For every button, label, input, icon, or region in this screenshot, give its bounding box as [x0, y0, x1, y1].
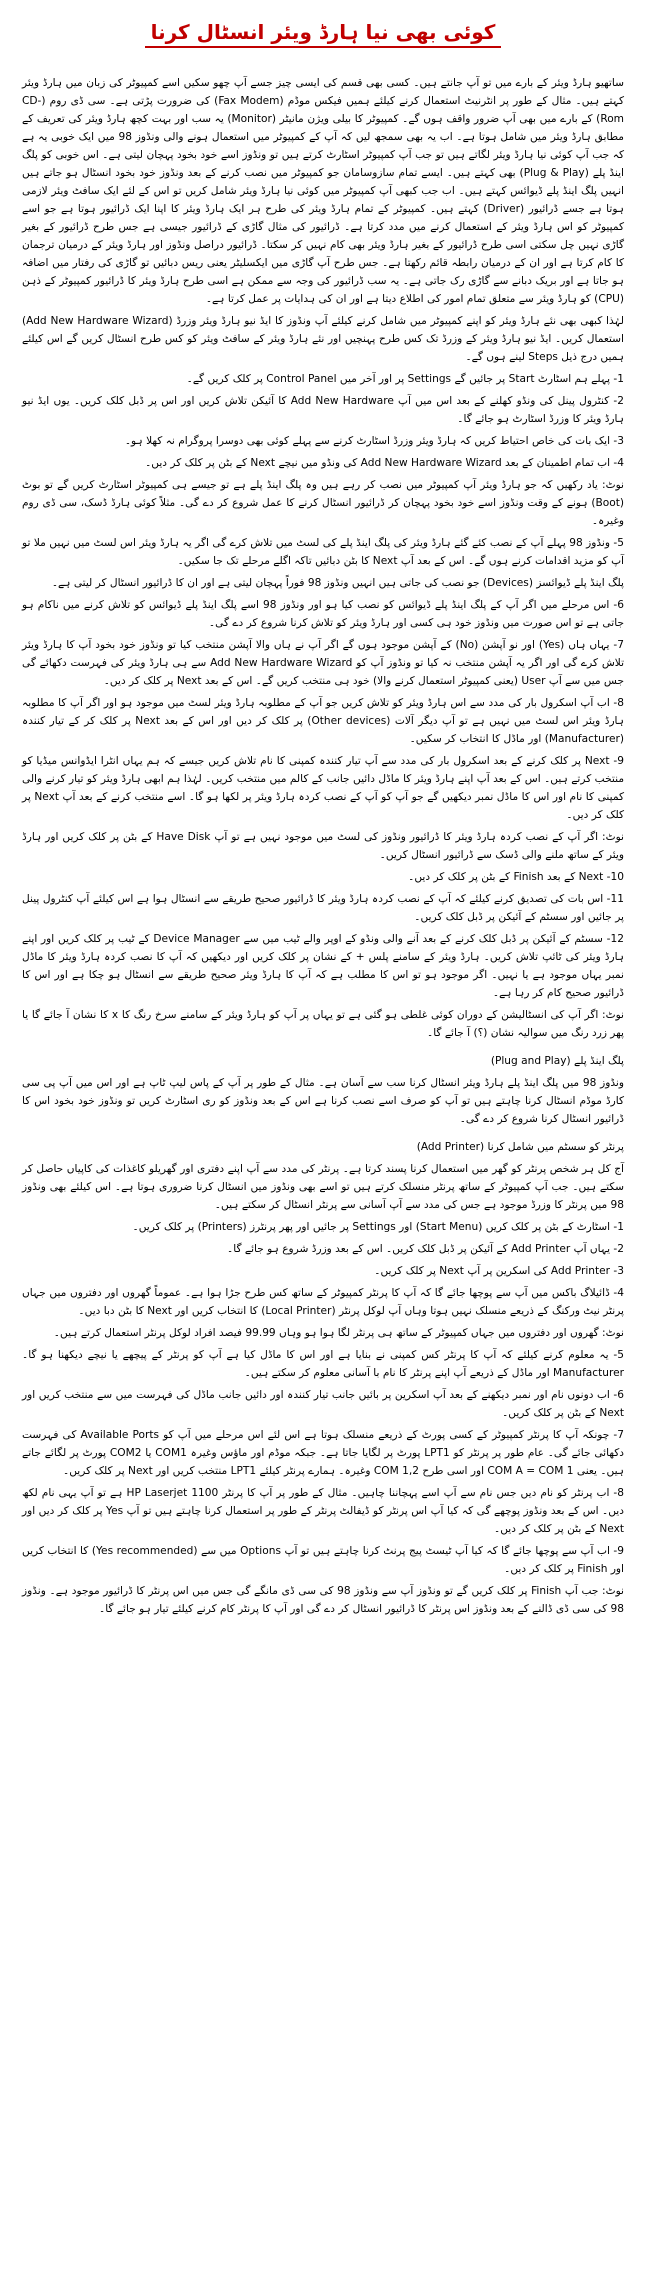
printer-step-2: 2- یہاں آپ Add Printer کے آئیکن پر ڈبل کلک کریں۔ اس کے بعد وزرڈ شروع ہو جائے گا۔ — [227, 1243, 624, 1255]
article-body — [22, 74, 624, 1618]
step-3: 3- ایک بات کی خاص احتیاط کریں کہ ہارڈ ویئر وزرڈ اسٹارٹ کرنے سے پہلے کوئی بھی دوسرا پروگرام نہ کھلا ہو۔ — [124, 435, 624, 447]
article-title: کوئی بھی نیا ہارڈ ویئر انسٹال کرنا — [145, 20, 502, 48]
step-9: 9- Next پر کلک کرنے کے بعد اسکرول بار کی مدد سے آپ تیار کنندہ کمپنی کا نام تلاش کریں جیسے کہ ہم یہاں انٹرا ایڈوانس میڈیا کو منتخب کرتے ہیں۔ اس کے بعد آپ اپنے ہارڈ ویئر کا ماڈل دائیں جانب کے کالم میں منتخب کریں۔ لہٰذا ہم ابھی ہارڈ ویئر کو تیار کرنے والی کمپنی کا نام اور اس کا ماڈل نمبر دیکھیں گے جو آپ کو آپ کے نصب کردہ ہارڈ ویئر پر لکھا ہو گا۔ اسے منتخب کرنے کے بعد آپ Next پر کلک کر دیں۔ — [22, 755, 624, 821]
printer-step-1: 1- اسٹارٹ کے بٹن پر کلک کریں (Start Menu) اور Settings پر جائیں اور پھر پرنٹرز (Printers) پر کلک کریں۔ — [132, 1221, 624, 1233]
intro-paragraph: ساتھیو ہارڈ ویئر کے بارے میں تو آپ جانتے ہیں۔ کسی بھی قسم کی ایسی چیز جسے آپ چھو سکیں اسے کمپیوٹر کی زبان میں ہارڈ ویئر کہتے ہیں۔ مثال کے طور پر انٹرنیٹ استعمال کرنے کیلئے ہمیں فیکس موڈم (Fax Modem) کی ضرورت پڑتی ہے۔ سی ڈی روم (CD-Rom) کے بارے میں بھی آپ ضرور واقف ہوں گے۔ کمپیوٹر کا بیلی ویژن مانیٹر (Monitor) یہ سب اور بہت کچھ ہارڈ ویئر کی تعریف کے مطابق ہارڈ ویئر میں شامل ہوتا ہے۔ اب یہ بھی سمجھ لیں کہ آپ کے کمپیوٹر میں استعمال ہونے والی ونڈوز 98 میں ایک خوبی یہ ہے کہ جب آپ کوئی نیا ہارڈ ویئر لگاتے ہیں تو جب آپ کمپیوٹر اسٹارٹ کرتے ہیں تو ونڈوز اسے خود بخود پہچان لیتی ہے۔ اس خوبی کو پلگ اینڈ پلے (Plug & Play) بھی کہتے ہیں۔ ایسے تمام سازوسامان جو کمپیوٹر میں نصب کرنے کے بعد ونڈوز خود بخود انسٹال ہو جاتے ہیں انہیں پلگ اینڈ پلے ڈیوائس کہتے ہیں۔ اب جب کبھی آپ کمپیوٹر میں کوئی نیا ہارڈ ویئر شامل کریں تو اس کے لئے ایک سافٹ ویئر لازمی ہوتا ہے جسے ڈرائیور (Driver) کہتے ہیں۔ کمپیوٹر کے تمام ہارڈ ویئر کی طرح ہر ایک ہارڈ ویئر کا اپنا ایک ڈرائیور ہوتا ہے جو اسے کمپیوٹر کو اس ہارڈ ویئر کے استعمال کرنے میں مدد کرتا ہے۔ ڈرائیور کی مثال گاڑی کے ڈرائیور جیسی ہے جس طرح ڈرائیور کے بغیر گاڑی نہیں چل سکتی اسی طرح ڈرائیور کے بغیر ہارڈ ویئر بھی کام نہیں کر سکتا۔ ڈرائیور دراصل ونڈوز اور ہارڈ ویئر کے درمیان ترجمان کا کام کرتا ہے اور ان کے درمیان رابطہ قائم رکھتا ہے۔ جس طرح آپ گاڑی میں ایکسلیٹر یعنی ریس دبائیں تو گاڑی کی رفتار میں اضافہ ہو جاتا ہے اور بریک دبانے سے گاڑی رک جاتی ہے۔ یہ سب ڈرائیور کی وجہ سے ممکن ہے اسی طرح ہارڈ ویئر کا ڈرائیور کمپیوٹر کے ذہن (CPU) کو ہارڈ ویئر سے متعلق تمام امور کی اطلاع دیتا ہے اور ان کی ہدایات پر عمل کرتا ہے۔ — [22, 77, 625, 305]
add-printer-heading: پرنٹر کو سسٹم میں شامل کرنا (Add Printer) — [416, 1141, 624, 1153]
printer-step-8: 8- اب پرنٹر کو نام دیں جس نام سے آپ اسے پہچاننا چاہیں۔ مثال کے طور پر آپ کا پرنٹر HP Laserjet 1100 ہے تو آپ یہی نام لکھ دیں۔ اس کے بعد ونڈوز پوچھے گی کہ کیا آپ اس پرنٹر کو ڈیفالٹ پرنٹر کے طور پر استعمال کرنا چاہتے ہیں تو آپ Yes پر کلک کر دیں اور Next کے بٹن پر کلک کر دیں۔ — [22, 1487, 624, 1535]
printer-step-9: 9- اب آپ سے پوچھا جائے گا کہ کیا آپ ٹیسٹ پیج پرنٹ کرنا چاہتے ہیں تو آپ Options میں سے (Yes recommended) کا انتخاب کریں اور Finish پر کلک کر دیں۔ — [22, 1545, 624, 1575]
printer-step-6: 6- اب دونوں نام اور نمبر دیکھنے کے بعد آپ اسکرین پر بائیں جانب تیار کنندہ اور دائیں جانب ماڈل کی فہرست میں سے منتخب کریں اور Next کے بٹن پر کلک کریں۔ — [22, 1389, 624, 1419]
printer-step-5: 5- یہ معلوم کرنے کیلئے کہ آپ کا پرنٹر کس کمپنی نے بنایا ہے اور اس کا ماڈل کیا ہے آپ کو پرنٹر کے پیچھے یا نیچے دیکھنا ہو گا۔ Manufacturer اور ماڈل کے ذریعے آپ اپنے پرنٹر کا نام با آسانی معلوم کر سکتے ہیں۔ — [22, 1349, 624, 1379]
printer-step-3: 3- Add Printer کی اسکرین پر آپ Next پر کلک کریں۔ — [374, 1265, 624, 1277]
note-local-printer: نوٹ: گھروں اور دفتروں میں جہاں کمپیوٹر کے ساتھ ہی پرنٹر لگا ہوا ہو وہاں 99.99 فیصد افراد لوکل پرنٹر استعمال کرتے ہیں۔ — [53, 1327, 624, 1339]
printer-step-7: 7- چونکہ آپ کا پرنٹر کمپیوٹر کے کسی پورٹ کے ذریعے منسلک ہوتا ہے اس لئے اس مرحلے میں آپ کو Available Ports کی فہرست دکھائی جائے گی۔ عام طور پر پرنٹر کو LPT1 پورٹ پر لگایا جاتا ہے۔ جبکہ موڈم اور ماؤس وغیرہ COM1 یا COM2 پورٹ پر لگائے جاتے ہیں۔ یعنی COM A = COM 1 اور اسی طرح COM 1,2 وغیرہ۔ ہمارے پرنٹر کیلئے LPT1 منتخب کریں اور Next پر کلک کریں۔ — [22, 1429, 624, 1477]
step-7: 7- یہاں ہاں (Yes) اور نو آپشن (No) کے آپشن موجود ہوں گے اگر آپ نے ہاں والا آپشن منتخب کیا تو ونڈوز خود بخود آپ کا ہارڈ ویئر تلاش کرے گی اور اگر یہ آپشن منتخب نہ کیا تو ونڈوز آپ کو Add New Hardware Wizard سے ہی ہارڈ ویئر کی فہرست دکھائے گی جس میں سے آپ User (یعنی کمپیوٹر استعمال کرنے والا) خود ہی منتخب کریں گے۔ اس کے بعد Next پر کلک کر دیں۔ — [22, 639, 625, 687]
printer-step-4: 4- ڈائیلاگ باکس میں آپ سے پوچھا جائے گا کہ آپ کا پرنٹر کمپیوٹر کے ساتھ کس طرح جڑا ہوا ہے۔ عموماً گھروں اور دفتروں میں جہاں پرنٹر نیٹ ورکنگ کے ذریعے منسلک نہیں ہوتا وہاں آپ لوکل پرنٹر (Local Printer) کا انتخاب کریں اور Next کا بٹن دبا دیں۔ — [22, 1287, 624, 1317]
wizard-intro-paragraph: لہٰذا کبھی بھی نئے ہارڈ ویئر کو اپنے کمپیوٹر میں شامل کرنے کیلئے آپ ونڈوز کا ایڈ نیو ہارڈ ویئر وزرڈ (Add New Hardware Wizard) استعمال کریں۔ ایڈ نیو ہارڈ ویئر کے وزرڈ تک کس طرح پہنچیں اور نئے ہارڈ ویئر کے سافٹ ویئر کو کس طرح انسٹال کریں گے اس کیلئے ہمیں درج ذیل Steps لینے ہوں گے۔ — [22, 315, 624, 363]
step-12: 12- سسٹم کے آئیکن پر ڈبل کلک کرنے کے بعد آنے والی ونڈو کے اوپر والے ٹیب میں سے Device Manager کے ٹیب پر کلک کریں اور اپنے ہارڈ ویئر کی ٹائپ تلاش کریں۔ ہارڈ ویئر کے سامنے پلس + کے نشان پر کلک کریں اور دیکھیں کہ آپ کا نصب کردہ ہارڈ ویئر کا ماڈل نمبر یہاں موجود ہے یا نہیں۔ اگر موجود ہو تو اس کا مطلب ہے کہ آپ کا ہارڈ ویئر صحیح طریقے سے انسٹال ہو چکا ہے اور اس کا ڈرائیور صحیح کام کر رہا ہے۔ — [22, 933, 624, 999]
note-boot: نوٹ: یاد رکھیں کہ جو ہارڈ ویئر آپ کمپیوٹر میں نصب کر رہے ہیں وہ پلگ اینڈ پلے ہے تو جیسے ہی کمپیوٹر اسٹارٹ کریں گے تو بوٹ (Boot) ہونے کے وقت ونڈوز اسے خود بخود پہچان کر ڈرائیور انسٹال کرنے کا عمل شروع کر دے گی۔ مثلاً کوئی ہارڈ ڈسک، سی ڈی روم وغیرہ۔ — [22, 479, 624, 527]
step-10: 10- Next کے بعد Finish کے بٹن پر کلک کر دیں۔ — [408, 871, 624, 883]
step-6: 6- اس مرحلے میں اگر آپ کے پلگ اینڈ پلے ڈیوائس کو نصب کیا ہو اور ونڈوز 98 اسے پلگ اینڈ پلے ڈیوائس کو تلاش کرنے میں ناکام ہو جاتی ہے تو اس صورت میں ونڈوز خود ہی کسی اور ہارڈ ویئر کو تلاش کرنا شروع کر دے گی۔ — [22, 599, 624, 629]
printer-intro-paragraph: آج کل ہر شخص پرنٹر کو گھر میں استعمال کرنا پسند کرتا ہے۔ پرنٹر کی مدد سے آپ اپنے دفتری اور گھریلو کاغذات کی کاپیاں حاصل کر سکتے ہیں۔ جب آپ کمپیوٹر کے ساتھ پرنٹر منسلک کرتے ہیں تو اسے بھی ونڈوز میں انسٹال کرنا ضروری ہوتا ہے۔ اس کیلئے بھی ونڈوز 98 میں پرنٹر کا وزرڈ موجود ہے جس کی مدد سے آپ آسانی سے پرنٹر انسٹال کر سکتے ہیں۔ — [22, 1163, 624, 1211]
step-2: 2- کنٹرول پینل کی ونڈو کھلنے کے بعد اس میں آپ Add New Hardware کا آئیکن تلاش کریں اور اس پر ڈبل کلک کریں۔ یوں ایڈ نیو ہارڈ ویئر کا وزرڈ اسٹارٹ ہو جائے گا۔ — [22, 395, 624, 425]
title-wrap — [22, 20, 624, 48]
step-8: 8- اب آپ اسکرول بار کی مدد سے اس ہارڈ ویئر کو تلاش کریں جو آپ کے مطلوبہ ہارڈ ویئر لسٹ میں موجود ہو اور اگر آپ کا مطلوبہ ہارڈ ویئر اس لسٹ میں نہیں ہے تو آپ دیگر آلات (Other devices) پر کلک کر دیں اور اس کے بعد Next پر کلک کر کے تیار کنندہ (Manufacturer) اور ماڈل کا انتخاب کر سکیں۔ — [22, 697, 624, 745]
note-error-icon: نوٹ: اگر آپ کی انسٹالیشن کے دوران کوئی غلطی ہو گئی ہے تو یہاں پر آپ کو ہارڈ ویئر کے سامنے سرخ رنگ کا x کا نشان آ جائے گا یا پھر زرد رنگ میں سوالیہ نشان (؟) آ جائے گا۔ — [22, 1009, 624, 1039]
step-5: 5- ونڈوز 98 پہلے آپ کے نصب کئے گئے ہارڈ ویئر کی پلگ اینڈ پلے کی لسٹ میں تلاش کرے گی اگر یہ ہارڈ ویئر اس لسٹ میں نہیں ملا تو آپ کو مزید اقدامات کرنے ہوں گے۔ اس کے بعد آپ Next کا بٹن دبائیں تاکہ اگلے مرحلے تک جا سکیں۔ — [22, 537, 624, 567]
pnp-devices-paragraph: پلگ اینڈ پلے ڈیوائسز (Devices) جو نصب کی جاتی ہیں انہیں ونڈوز 98 فوراً پہچان لیتی ہے اور ان کا ڈرائیور انسٹال کر لیتی ہے۔ — [51, 577, 624, 589]
step-4: 4- اب تمام اطمینان کے بعد Add New Hardware Wizard کی ونڈو میں نیچے Next کے بٹن پر کلک کر دیں۔ — [145, 457, 624, 469]
pnp-heading: پلگ اینڈ پلے (Plug and Play) — [490, 1055, 624, 1067]
note-have-disk: نوٹ: اگر آپ کے نصب کردہ ہارڈ ویئر کا ڈرائیور ونڈوز کی لسٹ میں موجود نہیں ہے تو آپ Have Disk کے بٹن پر کلک کریں اور ہارڈ ویئر کے ساتھ ملنے والی ڈسک سے ڈرائیور انسٹال کریں۔ — [22, 831, 624, 861]
step-1: 1- پہلے ہم اسٹارٹ Start پر جائیں گے Settings پر اور آخر میں Control Panel پر کلک کریں گے۔ — [186, 373, 624, 385]
note-finish-cd: نوٹ: جب آپ Finish پر کلک کریں گے تو ونڈوز آپ سے ونڈوز 98 کی سی ڈی مانگے گی جس میں اس پرنٹر کا ڈرائیور موجود ہے۔ ونڈوز 98 کی سی ڈی ڈالنے کے بعد ونڈوز اس پرنٹر کا ڈرائیور انسٹال کر دے گی اور آپ کا پرنٹر کام کرنے کیلئے تیار ہو جائے گا۔ — [22, 1585, 625, 1615]
pnp-paragraph: ونڈوز 98 میں پلگ اینڈ پلے ہارڈ ویئر انسٹال کرنا سب سے آسان ہے۔ مثال کے طور پر آپ کے پاس لیپ ٹاپ ہے اور اس میں آپ پی سی کارڈ موڈم انسٹال کرنا چاہتے ہیں تو آپ کو صرف اسے نصب کرنا ہے اس کے بعد ونڈوز کو ری اسٹارٹ کریں تو ونڈوز خود بخود اس کا ڈرائیور انسٹال کرنا شروع کر دے گی۔ — [22, 1077, 624, 1125]
step-11: 11- اس بات کی تصدیق کرنے کیلئے کہ آپ کے نصب کردہ ہارڈ ویئر کا ڈرائیور صحیح طریقے سے انسٹال ہوا ہے اس کیلئے آپ کنٹرول پینل پر جائیں اور سسٹم کے آئیکن پر ڈبل کلک کریں۔ — [22, 893, 624, 923]
